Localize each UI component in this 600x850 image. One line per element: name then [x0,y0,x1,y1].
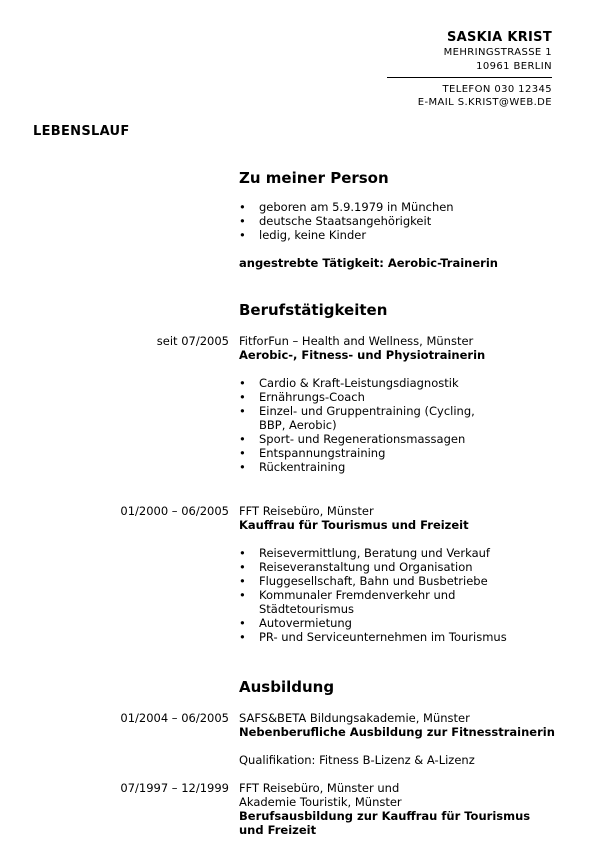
list-item: • Kommunaler Fremdenverkehr und Städtetourismus [239,588,474,616]
list-item: • Cardio & Kraft-Leistungsdiagnostik [239,376,569,390]
section-title-jobs: Berufstätigkeiten [239,301,388,319]
list-item: • Reiseveranstaltung und Organisation [239,560,569,574]
job-date: seit 07/2005 [156,334,229,348]
list-item: • Entspannungstraining [239,446,569,460]
education-entry [239,781,569,837]
education-institution: FFT Reisebüro, Münster und [239,781,400,795]
job-entry [239,334,569,474]
list-item: • deutsche Staatsangehörigkeit [239,214,569,228]
header-divider [387,77,552,78]
education-institution: Akademie Touristik, Münster [239,795,402,809]
contact-header [444,29,552,74]
education-institution: SAFS&BETA Bildungsakademie, Münster [239,711,470,725]
person-bullet-list [239,200,569,242]
education-qualification: Qualifikation: Fitness B-Lizenz & A-Lizenz [239,753,475,767]
address-city: 10961 BERLIN [476,61,552,72]
list-item: • Fluggesellschaft, Bahn und Busbetriebe [239,574,569,588]
education-date: 07/1997 – 12/1999 [120,781,229,795]
education-program: Berufsausbildung zur Kauffrau für Tourismus und Freizeit [239,809,531,837]
education-program: Nebenberufliche Ausbildung zur Fitnesstrainerin [239,725,555,739]
list-item: • Einzel- und Gruppentraining (Cycling, BBP, Aerobic) [239,404,499,432]
list-item: • Rückentraining [239,460,569,474]
education-date: 01/2004 – 06/2005 [120,711,229,725]
education-entry [239,711,569,767]
job-task-list [239,376,569,474]
email-address: E-MAIL S.KRIST@WEB.DE [417,97,552,108]
list-item: • Ernährungs-Coach [239,390,569,404]
list-item: • geboren am 5.9.1979 in München [239,200,569,214]
person-details [239,200,569,270]
phone-number: TELEFON 030 12345 [442,84,552,95]
job-employer: FitforFun – Health and Wellness, Münster [239,334,474,348]
contact-details [418,83,552,109]
list-item: • ledig, keine Kinder [239,228,569,242]
list-item: • PR- und Serviceunternehmen im Tourismus [239,630,569,644]
applicant-name: SASKIA KRIST [446,30,552,45]
address-street: MEHRINGSTRASSE 1 [443,47,552,58]
list-item: • Reisevermittlung, Beratung und Verkauf [239,546,569,560]
list-item: • Sport- und Regenerationsmassagen [239,432,569,446]
section-title-education: Ausbildung [239,678,335,696]
list-item: • Autovermietung [239,616,569,630]
job-task-list [239,546,569,644]
job-role: Aerobic-, Fitness- und Physiotrainerin [239,348,486,362]
job-employer: FFT Reisebüro, Münster [239,504,374,518]
job-entry [239,504,569,644]
job-date: 01/2000 – 06/2005 [120,504,229,518]
section-title-person: Zu meiner Person [239,169,389,187]
target-job: angestrebte Tätigkeit: Aerobic-Trainerin [239,256,498,270]
job-role: Kauffrau für Tourismus und Freizeit [239,518,469,532]
document-title: LEBENSLAUF [33,124,130,139]
